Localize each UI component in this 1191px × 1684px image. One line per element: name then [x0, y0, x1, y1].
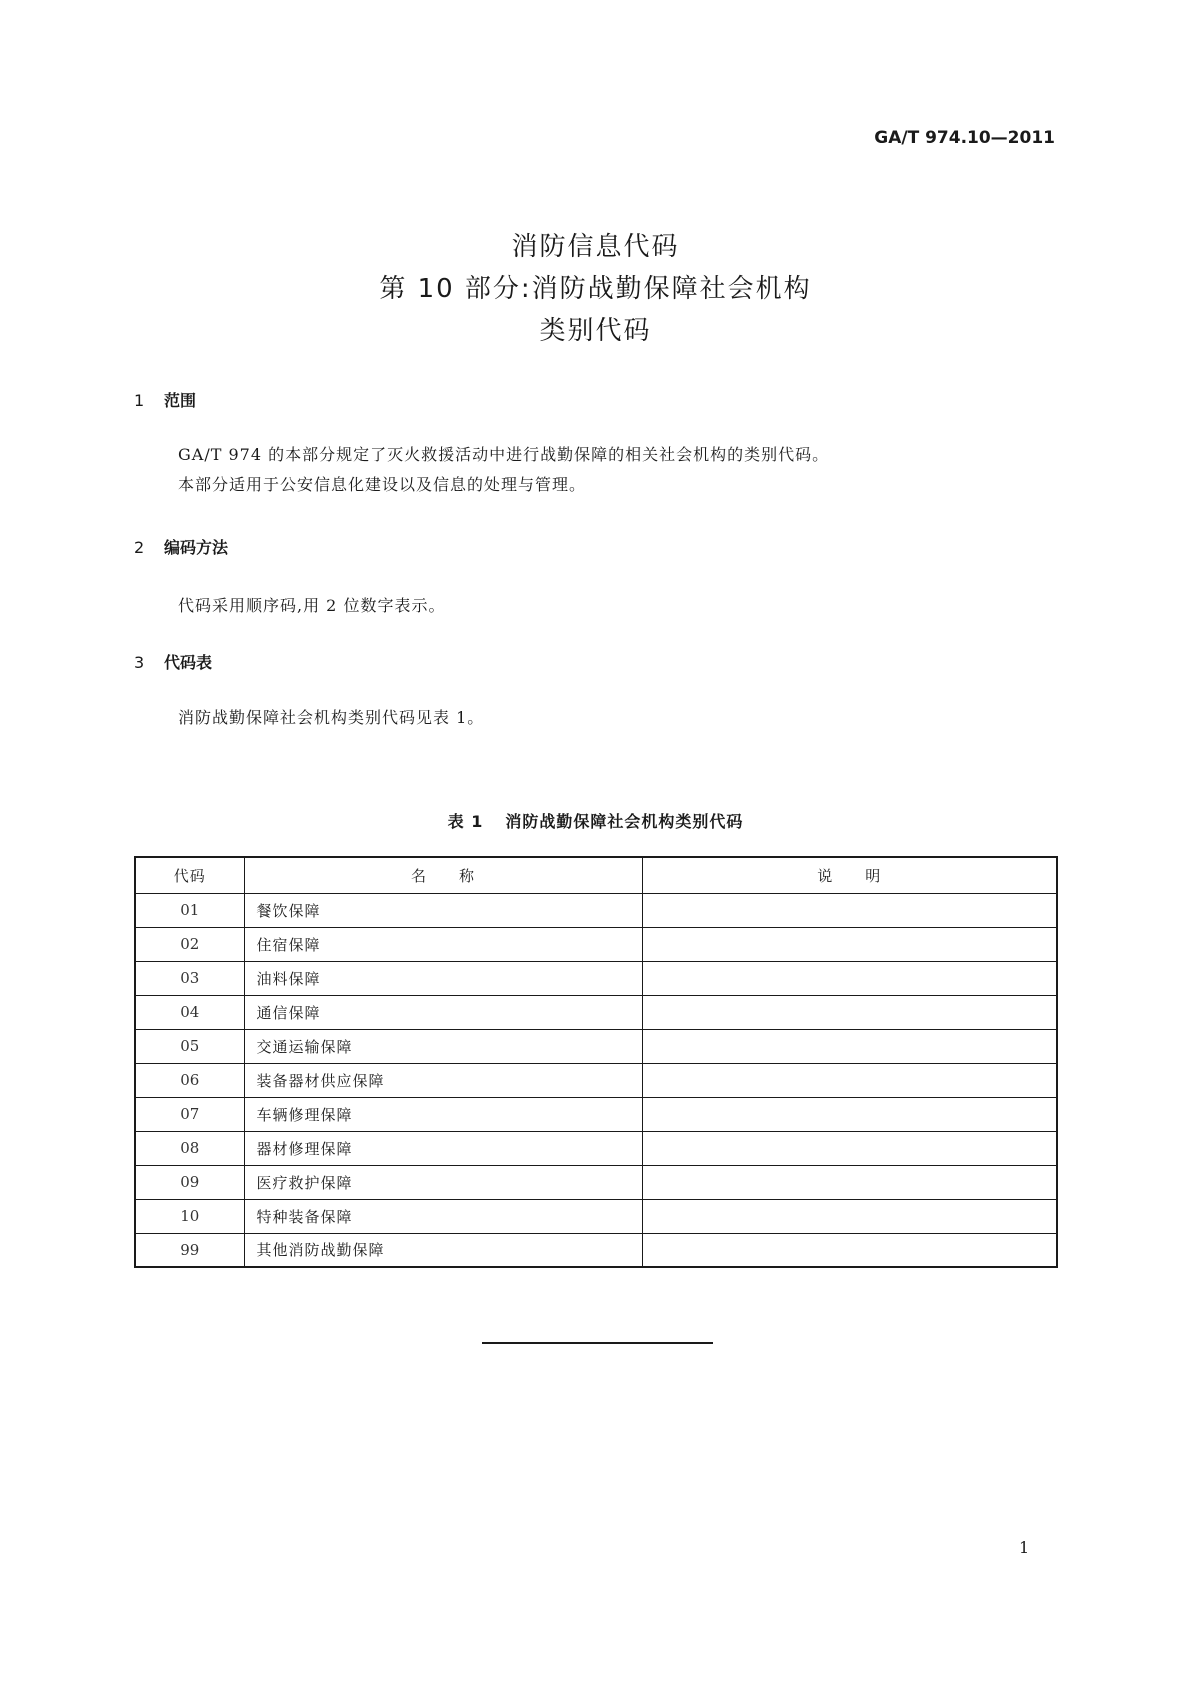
title-line-2: 第 10 部分:消防战勤保障社会机构	[379, 274, 812, 304]
cell-code: 99	[135, 1233, 244, 1267]
table-header-row	[135, 857, 1057, 893]
cell-code: 10	[135, 1199, 244, 1233]
cell-name: 装备器材供应保障	[244, 1063, 642, 1097]
cell-code: 09	[135, 1165, 244, 1199]
cell-code: 06	[135, 1063, 244, 1097]
header-name: 名 称	[244, 857, 642, 893]
table-caption	[0, 809, 1191, 832]
cell-note	[642, 1131, 1057, 1165]
section-title: 范围	[164, 391, 197, 410]
cell-note	[642, 961, 1057, 995]
cell-name: 通信保障	[244, 995, 642, 1029]
cell-name: 车辆修理保障	[244, 1097, 642, 1131]
cell-note	[642, 893, 1057, 927]
cell-note	[642, 1097, 1057, 1131]
paragraph: 代码采用顺序码,用 2 位数字表示。	[178, 596, 446, 615]
cell-name: 器材修理保障	[244, 1131, 642, 1165]
table-caption-label: 表 1	[447, 812, 484, 831]
table-row	[135, 1131, 1057, 1165]
header-code: 代码	[135, 857, 244, 893]
section-heading-code-table	[134, 650, 212, 673]
cell-note	[642, 995, 1057, 1029]
cell-name: 其他消防战勤保障	[244, 1233, 642, 1267]
table-row	[135, 927, 1057, 961]
table-caption-title: 消防战勤保障社会机构类别代码	[505, 812, 744, 831]
page-number: 1	[1019, 1538, 1030, 1557]
cell-name: 餐饮保障	[244, 893, 642, 927]
cell-name: 特种装备保障	[244, 1199, 642, 1233]
section-number: 3	[134, 653, 145, 672]
cell-note	[642, 1199, 1057, 1233]
paragraph: 消防战勤保障社会机构类别代码见表 1。	[178, 708, 485, 727]
section-heading-scope	[134, 388, 196, 411]
section-number: 2	[134, 538, 145, 557]
cell-note	[642, 1233, 1057, 1267]
cell-code: 08	[135, 1131, 244, 1165]
cell-name: 交通运输保障	[244, 1029, 642, 1063]
end-of-document-rule	[482, 1342, 713, 1344]
section-title: 代码表	[164, 653, 213, 672]
cell-note	[642, 1063, 1057, 1097]
cell-name: 住宿保障	[244, 927, 642, 961]
cell-note	[642, 1029, 1057, 1063]
document-title	[0, 226, 1191, 352]
cell-code: 03	[135, 961, 244, 995]
table-row	[135, 995, 1057, 1029]
cell-name: 医疗救护保障	[244, 1165, 642, 1199]
section-title: 编码方法	[164, 538, 229, 557]
section-heading-coding-method	[134, 535, 228, 558]
table-row	[135, 1233, 1057, 1267]
cell-code: 07	[135, 1097, 244, 1131]
title-line-1: 消防信息代码	[511, 232, 680, 262]
cell-code: 02	[135, 927, 244, 961]
cell-code: 01	[135, 893, 244, 927]
table-row	[135, 1063, 1057, 1097]
cell-name: 油料保障	[244, 961, 642, 995]
standard-number: GA/T 974.10—2011	[874, 128, 1055, 148]
cell-code: 04	[135, 995, 244, 1029]
cell-note	[642, 1165, 1057, 1199]
paragraph: 本部分适用于公安信息化建设以及信息的处理与管理。	[178, 475, 587, 494]
table-row	[135, 1097, 1057, 1131]
table-row	[135, 1165, 1057, 1199]
table-row	[135, 1029, 1057, 1063]
table-row	[135, 961, 1057, 995]
section-number: 1	[134, 391, 145, 410]
header-note: 说 明	[642, 857, 1057, 893]
table-row	[135, 893, 1057, 927]
paragraph: GA/T 974 的本部分规定了灭火救援活动中进行战勤保障的相关社会机构的类别代码。	[178, 445, 830, 464]
cell-code: 05	[135, 1029, 244, 1063]
cell-note	[642, 927, 1057, 961]
code-table	[134, 856, 1058, 1268]
title-line-3: 类别代码	[539, 316, 652, 346]
table-row	[135, 1199, 1057, 1233]
